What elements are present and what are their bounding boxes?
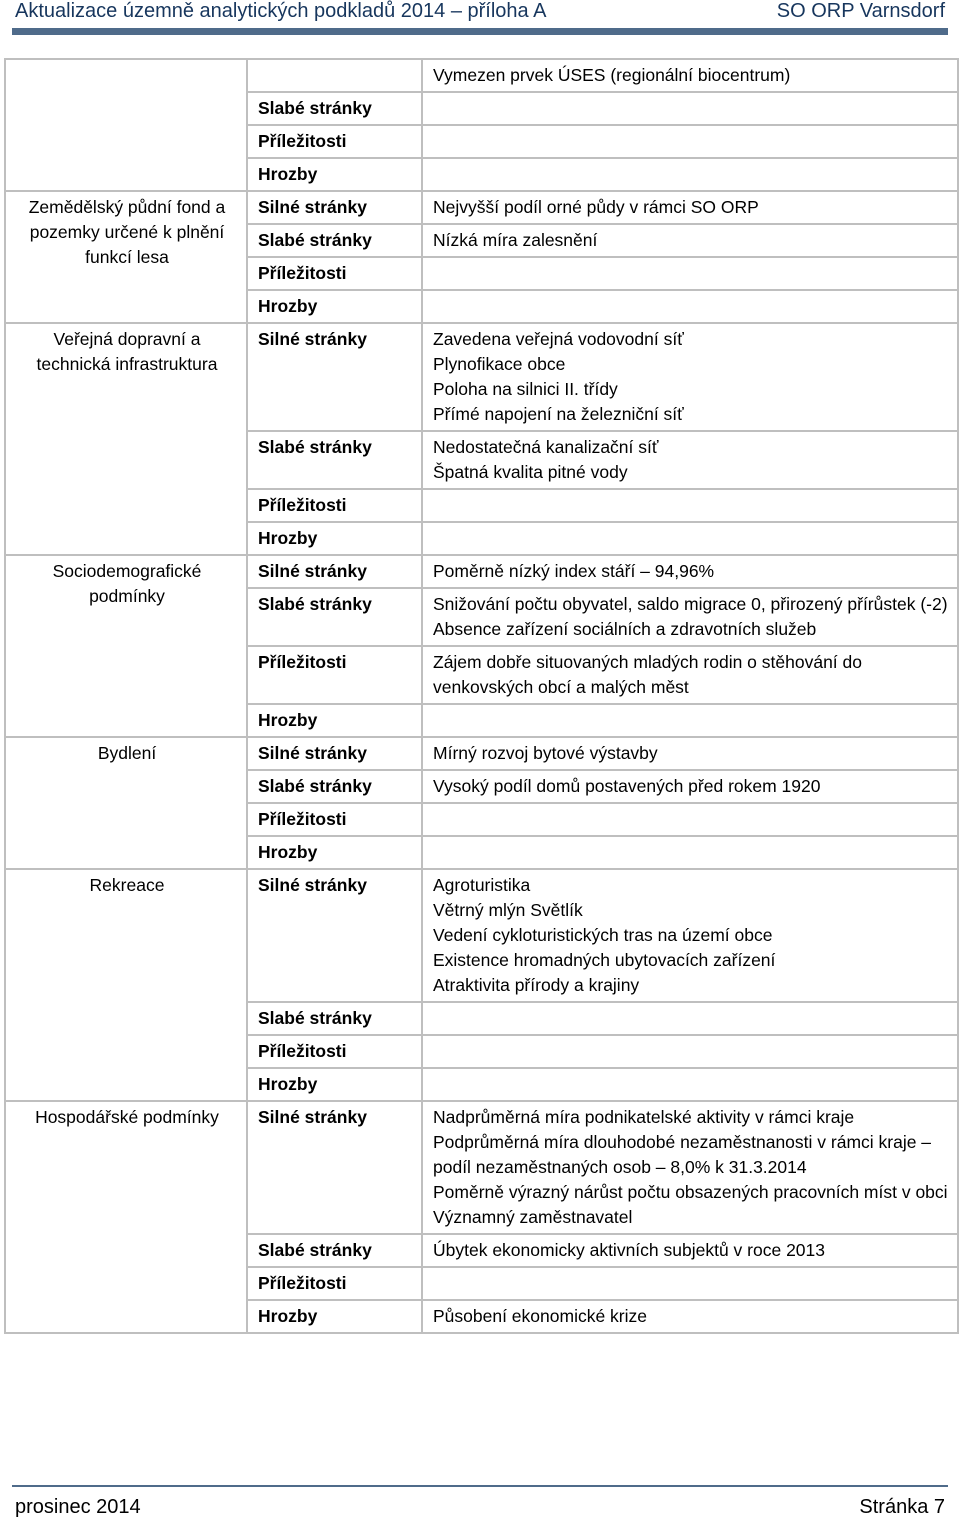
list-item: Absence zařízení sociálních a zdravotních služeb (433, 619, 817, 639)
category-infra: Veřejná dopravní a technická infrastruktura (5, 323, 247, 555)
items-cell (422, 125, 958, 158)
table-row (5, 869, 958, 1002)
page-footer (0, 1480, 960, 1523)
list-item: Existence hromadných ubytovacích zařízení (433, 950, 776, 970)
footer-rule (12, 1485, 948, 1487)
header-org: SO ORP Varnsdorf (776, 0, 945, 22)
items-cell (422, 869, 958, 1002)
list-item: Přímé napojení na železniční síť (433, 404, 684, 424)
label-hrozby: Hrozby (247, 1068, 422, 1101)
items-cell (422, 224, 958, 257)
items-cell (422, 191, 958, 224)
label-hrozby: Hrozby (247, 158, 422, 191)
list-item: Nejvyšší podíl orné půdy v rámci SO ORP (433, 197, 759, 217)
items-cell (422, 737, 958, 770)
list-item: Agroturistika (433, 875, 531, 895)
page-header (0, 0, 960, 36)
header-rule (12, 28, 948, 35)
items-cell (422, 489, 958, 522)
list-item: Atraktivita přírody a krajiny (433, 975, 640, 995)
list-item: Poměrně výrazný nárůst počtu obsazených pracovních míst v obci (433, 1182, 948, 1202)
category-rekreace: Rekreace (5, 869, 247, 1101)
label-slabe: Slabé stránky (247, 1002, 422, 1035)
items-cell (422, 1002, 958, 1035)
table-row (5, 1101, 958, 1234)
items-cell (422, 158, 958, 191)
label-prilezitosti: Příležitosti (247, 125, 422, 158)
label-slabe: Slabé stránky (247, 92, 422, 125)
table-row (5, 323, 958, 431)
category-socio: Sociodemografické podmínky (5, 555, 247, 737)
list-item: Nízká míra zalesnění (433, 230, 598, 250)
category-hosp: Hospodářské podmínky (5, 1101, 247, 1333)
page-number: Stránka 7 (859, 1496, 945, 1518)
list-item: Poloha na silnici II. třídy (433, 379, 618, 399)
label-prilezitosti: Příležitosti (247, 803, 422, 836)
footer-date: prosinec 2014 (15, 1496, 141, 1518)
items-cell (422, 588, 958, 646)
label-slabe: Slabé stránky (247, 770, 422, 803)
list-item: Působení ekonomické krize (433, 1306, 647, 1326)
list-item: Nadprůměrná míra podnikatelské aktivity v rámci kraje (433, 1107, 855, 1127)
items-cell (422, 257, 958, 290)
list-item: Mírný rozvoj bytové výstavby (433, 743, 658, 763)
items-cell (422, 803, 958, 836)
label-silne: Silné stránky (247, 555, 422, 588)
label-silne: Silné stránky (247, 869, 422, 1002)
category-cell (5, 59, 247, 191)
table-row (5, 59, 958, 92)
list-item: Snižování počtu obyvatel, saldo migrace 0, přirozený přírůstek (-2) (433, 594, 948, 614)
items-cell (422, 836, 958, 869)
label-slabe: Slabé stránky (247, 431, 422, 489)
label-silne: Silné stránky (247, 191, 422, 224)
items-cell (422, 1068, 958, 1101)
label-prilezitosti: Příležitosti (247, 646, 422, 704)
label-cell (247, 59, 422, 92)
label-prilezitosti: Příležitosti (247, 1035, 422, 1068)
list-item: Vedení cykloturistických tras na území obce (433, 925, 773, 945)
list-item: Zavedena veřejná vodovodní síť (433, 329, 684, 349)
items-cell (422, 770, 958, 803)
table-row (5, 555, 958, 588)
items-cell (422, 1234, 958, 1267)
items-cell (422, 646, 958, 704)
list-item: Nedostatečná kanalizační síť (433, 437, 659, 457)
items-cell (422, 522, 958, 555)
items-cell (422, 555, 958, 588)
category-zpf: Zemědělský půdní fond a pozemky určené k plnění funkcí lesa (5, 191, 247, 323)
items-cell (422, 290, 958, 323)
items-cell (422, 1267, 958, 1300)
list-item: Vysoký podíl domů postavených před rokem 1920 (433, 776, 821, 796)
label-hrozby: Hrozby (247, 1300, 422, 1333)
list-item: Podprůměrná míra dlouhodobé nezaměstnanosti v rámci kraje – podíl nezaměstnaných osob – 8,0% k 31.3.2014 (433, 1132, 932, 1177)
label-silne: Silné stránky (247, 737, 422, 770)
label-slabe: Slabé stránky (247, 1234, 422, 1267)
label-hrozby: Hrozby (247, 522, 422, 555)
items-cell (422, 704, 958, 737)
label-hrozby: Hrozby (247, 290, 422, 323)
label-prilezitosti: Příležitosti (247, 257, 422, 290)
label-hrozby: Hrozby (247, 704, 422, 737)
label-slabe: Slabé stránky (247, 588, 422, 646)
items-cell (422, 431, 958, 489)
label-silne: Silné stránky (247, 1101, 422, 1234)
header-title: Aktualizace územně analytických podkladů 2014 – příloha A (15, 0, 547, 22)
label-hrozby: Hrozby (247, 836, 422, 869)
list-item: Významný zaměstnavatel (433, 1207, 633, 1227)
items-cell (422, 92, 958, 125)
list-item: Úbytek ekonomicky aktivních subjektů v roce 2013 (433, 1240, 825, 1260)
swot-table (4, 58, 959, 1334)
label-slabe: Slabé stránky (247, 224, 422, 257)
items-cell (422, 1300, 958, 1333)
items-cell (422, 59, 958, 92)
category-bydleni: Bydlení (5, 737, 247, 869)
list-item: Vymezen prvek ÚSES (regionální biocentrum) (433, 65, 791, 85)
table-row (5, 191, 958, 224)
list-item: Zájem dobře situovaných mladých rodin o stěhování do venkovských obcí a malých měst (433, 652, 862, 697)
table-row (5, 737, 958, 770)
list-item: Poměrně nízký index stáří – 94,96% (433, 561, 715, 581)
items-cell (422, 1035, 958, 1068)
items-cell (422, 1101, 958, 1234)
list-item: Špatná kvalita pitné vody (433, 462, 628, 482)
label-silne: Silné stránky (247, 323, 422, 431)
list-item: Plynofikace obce (433, 354, 566, 374)
list-item: Větrný mlýn Světlík (433, 900, 583, 920)
label-prilezitosti: Příležitosti (247, 1267, 422, 1300)
items-cell (422, 323, 958, 431)
label-prilezitosti: Příležitosti (247, 489, 422, 522)
